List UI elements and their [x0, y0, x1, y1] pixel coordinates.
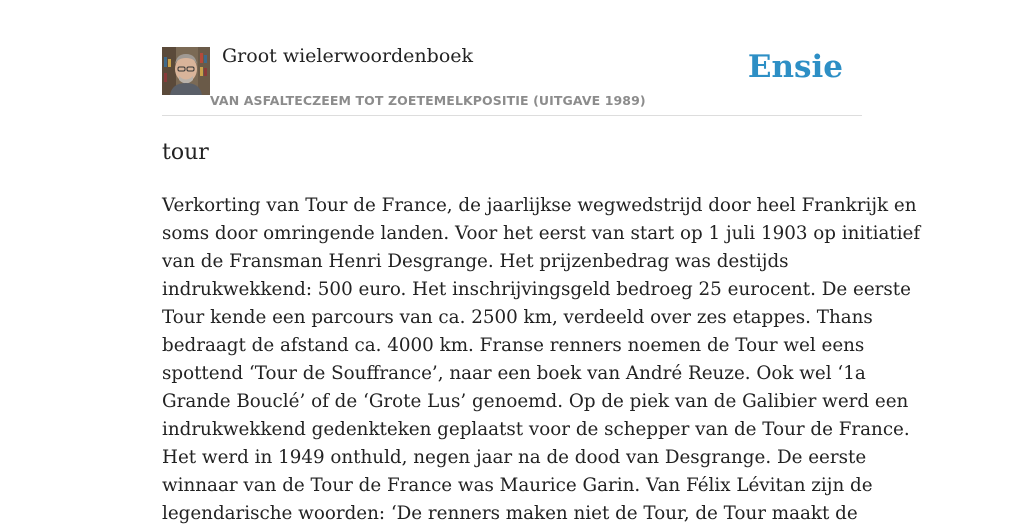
definition-line: Het werd in 1949 onthuld, negen jaar na de dood van Desgrange. De eerste — [162, 447, 867, 468]
definition-line: legendarische woorden: ‘De renners maken niet de Tour, de Tour maakt de — [162, 503, 858, 524]
book-title[interactable]: Groot wielerwoordenboek — [222, 45, 474, 67]
definition-line: bedraagt de afstand ca. 4000 km. Franse renners noemen de Tour wel eens — [162, 335, 865, 356]
definition-line: indrukwekkend: 500 euro. Het inschrijvingsgeld bedroeg 25 eurocent. De eerste — [162, 279, 911, 300]
definition-line: van de Fransman Henri Desgrange. Het prijzenbedrag was destijds — [162, 251, 789, 272]
book-subtitle: VAN ASFALTECZEEM TOT ZOETEMELKPOSITIE (UITGAVE 1989) — [210, 93, 646, 108]
header-divider — [162, 115, 862, 116]
definition-line: Tour kende een parcours van ca. 2500 km, verdeeld over zes etappes. Thans — [162, 307, 873, 328]
definition-line: Verkorting van Tour de France, de jaarlijkse wegwedstrijd door heel Frankrijk en — [162, 195, 917, 216]
author-photo-icon — [162, 47, 210, 95]
entry-headword: tour — [162, 140, 209, 165]
definition-line: Grande Bouclé’ of de ‘Grote Lus’ genoemd. Op de piek van de Galibier werd een — [162, 391, 909, 412]
definition-line: winnaar van de Tour de France was Maurice Garin. Van Félix Lévitan zijn de — [162, 475, 873, 496]
definition-line: spottend ‘Tour de Souffrance’, naar een boek van André Reuze. Ook wel ‘1a — [162, 363, 866, 384]
entry-definition — [162, 192, 921, 528]
definition-line: soms door omringende landen. Voor het eerst van start op 1 juli 1903 op initiatief — [162, 223, 921, 244]
definition-line: indrukwekkend gedenkteken geplaatst voor de schepper van de Tour de France. — [162, 419, 910, 440]
ensie-logo[interactable]: Ensie — [747, 49, 843, 85]
author-avatar[interactable] — [162, 47, 210, 95]
